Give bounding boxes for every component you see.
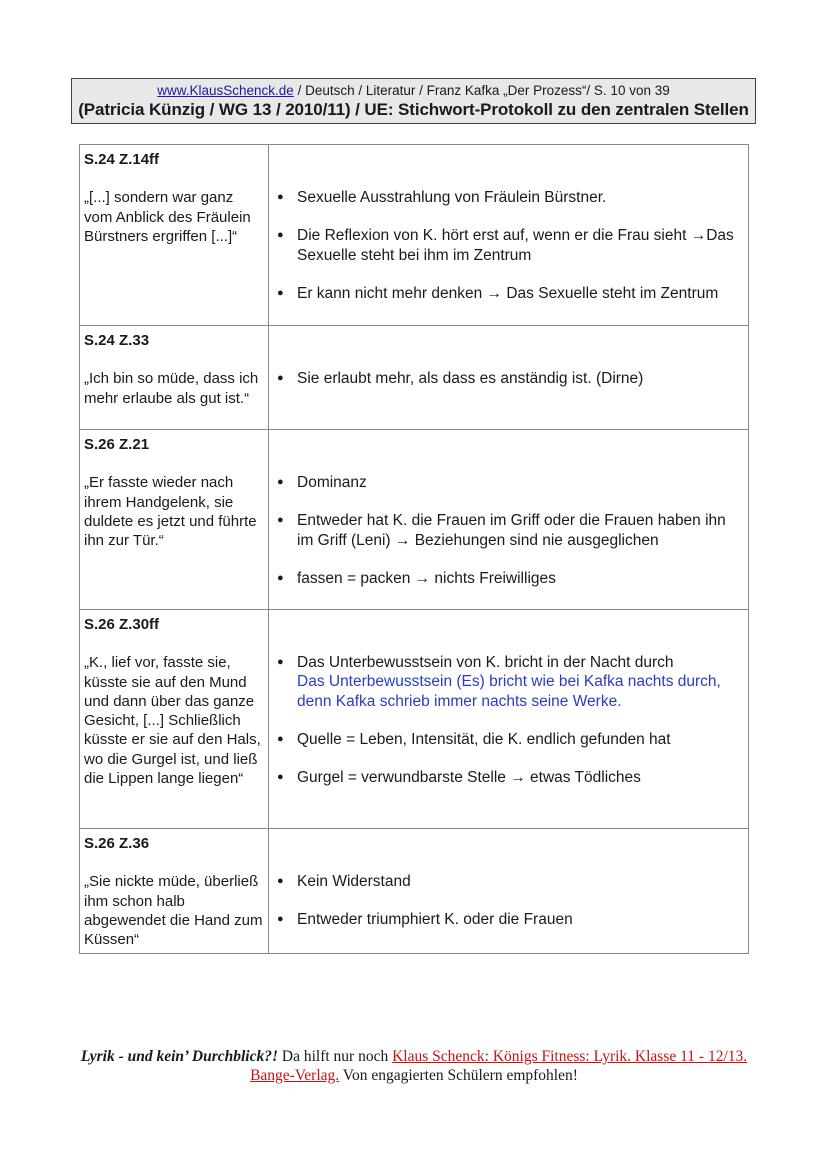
site-link[interactable]: www.KlausSchenck.de [157,83,294,98]
page-line-reference: S.26 Z.36 [84,835,150,852]
book-link[interactable]: Klaus Schenck: Königs Fitness: Lyrik. Klasse 11 - 12/13. [392,1048,748,1065]
list-item: ● Sexuelle Ausstrahlung von Fräulein Bürstner. [297,188,740,207]
page-line-reference: S.24 Z.14ff [84,151,160,168]
quote-text: „Ich bin so müde, dass ich mehr erlaube als gut ist.“ [84,370,259,407]
reference-cell [80,829,269,954]
list-item [297,653,740,711]
header-breadcrumb [72,83,755,99]
list-item: ● Sie erlaubt mehr, als dass es anständig ist. (Dirne) [297,369,740,388]
notes-cell [269,145,749,326]
reference-cell [80,610,269,829]
table-row [80,430,749,610]
publisher-link[interactable]: Bange-Verlag. [250,1067,340,1084]
notes-cell [269,829,749,954]
notes-list [297,369,740,388]
table-row [80,145,749,326]
quote-text: „[...] sondern war ganz vom Anblick des Fräulein Bürstners ergriffen [...]“ [84,189,251,245]
table-row [80,326,749,430]
list-item: ● Entweder triumphiert K. oder die Frauen [297,910,740,929]
footer-lead: Lyrik - und kein’ Durchblick?! [80,1048,279,1065]
page-header [71,78,756,124]
page-footer [0,1047,828,1085]
list-item: ● Er kann nicht mehr denken → Das Sexuelle steht im Zentrum [297,284,740,303]
list-item: ● Entweder hat K. die Frauen im Griff oder die Frauen haben ihn im Griff (Leni) → Beziehungen sind nie ausgeglichen [297,511,740,550]
page-line-reference: S.26 Z.30ff [84,616,160,633]
table-row [80,610,749,829]
list-item: ● Gurgel = verwundbarste Stelle → etwas Tödliches [297,768,740,787]
annotation-text: Das Unterbewusstsein (Es) bricht wie bei Kafka nachts durch, denn Kafka schrieb immer nachts seine Werke. [297,673,721,710]
footer-tail: Von engagierten Schülern empfohlen! [339,1067,578,1084]
list-item: ● Kein Widerstand [297,872,740,891]
page-line-reference: S.24 Z.33 [84,332,150,349]
reference-cell [80,430,269,610]
quote-text: „K., lief vor, fasste sie, küsste sie auf den Mund und dann über das ganze Gesicht, [...] Schließlich küsste er sie auf den Hals, wo die Gurgel ist, und ließ die Lippen lange liegen“ [84,654,261,788]
reference-cell [80,326,269,430]
list-item: ● Die Reflexion von K. hört erst auf, wenn er die Frau sieht →Das Sexuelle steht bei ihm im Zentrum [297,226,740,265]
notes-cell [269,326,749,430]
quote-text: „Sie nickte müde, überließ ihm schon halb abgewendet die Hand zum Küssen“ [84,873,263,949]
header-path: / Deutsch / Literatur / Franz Kafka „Der Prozess“/ S. 10 von 39 [293,83,670,98]
header-subtitle: (Patricia Künzig / WG 13 / 2010/11) / UE: Stichwort-Protokoll zu den zentralen Stellen [78,100,749,119]
notes-cell [269,610,749,829]
list-item: ● fassen = packen → nichts Freiwilliges [297,569,740,588]
notes-list [297,473,740,588]
quote-text: „Er fasste wieder nach ihrem Handgelenk, sie duldete es jetzt und führte ihn zur Tür.“ [84,474,257,550]
footer-mid: Da hilft nur noch [278,1048,393,1065]
notes-list [297,188,740,303]
reference-cell [80,145,269,326]
list-item: ● Quelle = Leben, Intensität, die K. endlich gefunden hat [297,730,740,749]
protocol-table [79,144,749,954]
list-item: ● Dominanz [297,473,740,492]
list-item-text: Das Unterbewusstsein von K. bricht in der Nacht durch [297,654,674,671]
table-row [80,829,749,954]
notes-list [297,872,740,930]
notes-cell [269,430,749,610]
notes-list [297,653,740,787]
page-line-reference: S.26 Z.21 [84,436,150,453]
